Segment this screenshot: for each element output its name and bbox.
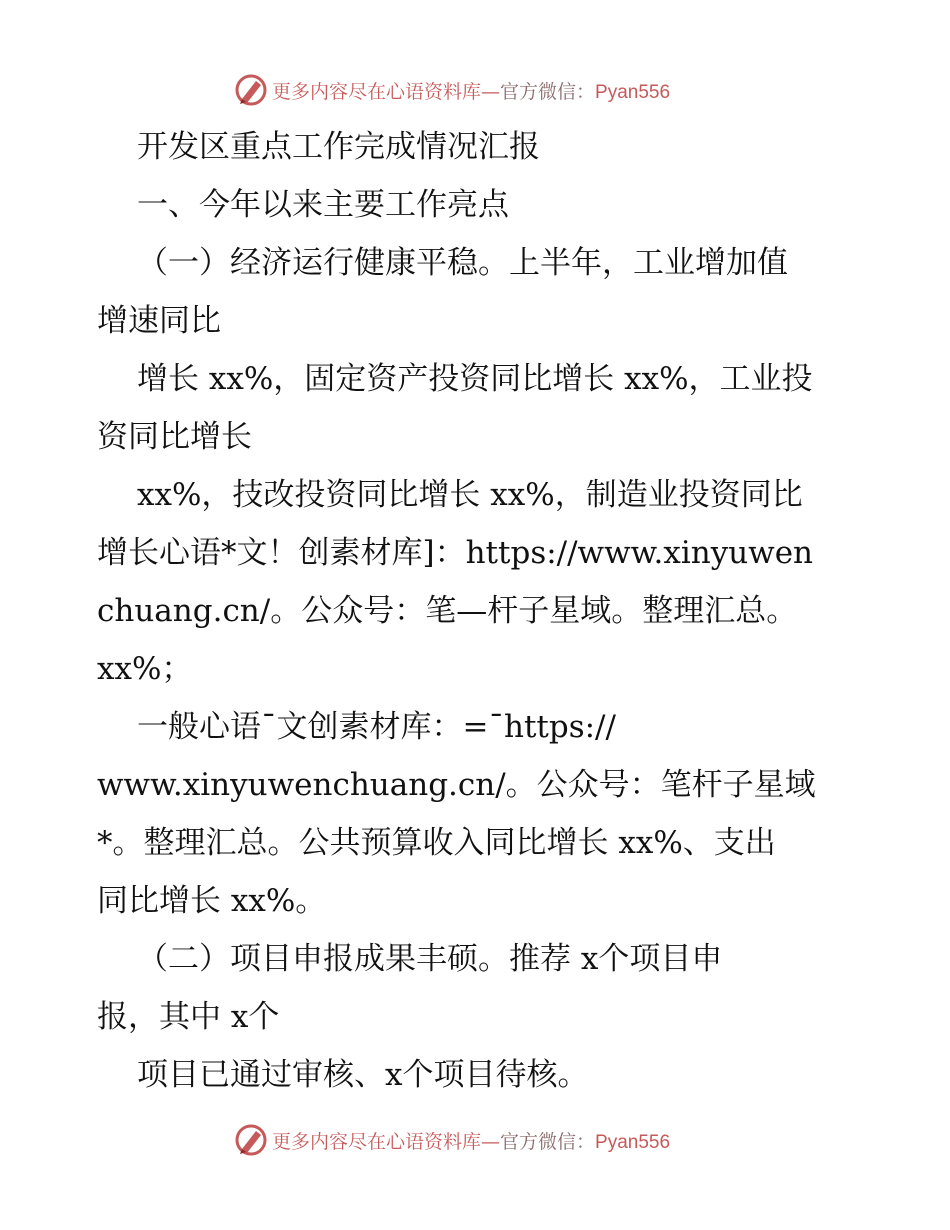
paragraph-line: 资同比增长: [97, 419, 252, 455]
document-body: [97, 118, 857, 1104]
watermark-site-text: 更多内容尽在心语资料库: [272, 1130, 482, 1153]
paragraph-line: 项目已通过审核、x个项目待核。: [137, 1057, 589, 1093]
paragraph-line: xx%，技改投资同比增长 xx%，制造业投资同比: [137, 477, 803, 513]
watermark-site-text: 更多内容尽在心语资料库: [272, 80, 482, 103]
paragraph-line: （一）经济运行健康平稳。上半年，工业增加值: [137, 245, 788, 281]
paragraph-line: 同比增长 xx%。: [97, 883, 327, 919]
paragraph-line: （二）项目申报成果丰硕。推荐 x个项目申: [137, 941, 723, 977]
footer-watermark: [234, 1122, 670, 1158]
paragraph-line: xx%；: [97, 651, 193, 687]
paragraph-line: 报，其中 x个: [97, 999, 280, 1035]
watermark-separator: —: [481, 80, 501, 103]
paragraph-line: 一般心语¯文创素材库：=¯https://: [137, 709, 616, 745]
header-watermark: [234, 72, 670, 108]
paragraph-line: www.xinyuwenchuang.cn/。公众号：笔杆子星域: [97, 767, 816, 803]
paragraph-line: 增速同比: [97, 303, 221, 339]
pen-logo-icon: [234, 1123, 268, 1157]
paragraph-line: *。整理汇总。公共预算收入同比增长 xx%、支出: [97, 825, 776, 861]
watermark-separator: —: [481, 1130, 501, 1153]
watermark-official-text: 官方微信：: [500, 1130, 596, 1153]
pen-logo-icon: [234, 73, 268, 107]
section-heading: 一、今年以来主要工作亮点: [137, 187, 509, 223]
watermark-handle: Pyan556: [595, 81, 671, 103]
paragraph-line: 增长心语*文！创素材库]：https://www.xinyuwen: [97, 535, 814, 571]
watermark-handle: Pyan556: [595, 1131, 671, 1153]
paragraph-line: chuang.cn/。公众号：笔—杆子星域。整理汇总。: [97, 593, 798, 629]
document-title: 开发区重点工作完成情况汇报: [137, 129, 540, 165]
paragraph-line: 增长 xx%，固定资产投资同比增长 xx%，工业投: [137, 361, 813, 397]
watermark-official-text: 官方微信：: [500, 80, 596, 103]
